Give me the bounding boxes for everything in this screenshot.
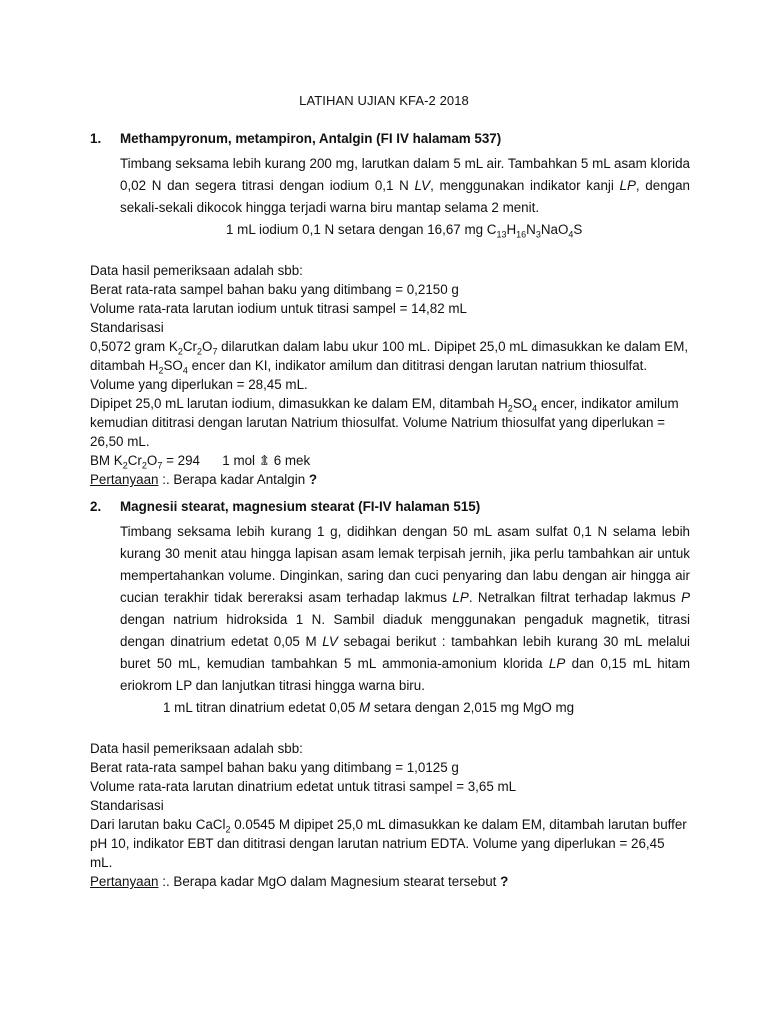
question-1-header: [90, 131, 690, 151]
question-1: [90, 131, 690, 489]
question-2-prompt: Pertanyaan :. Berapa kadar MgO dalam Magnesium stearat tersebut ?: [90, 874, 509, 889]
question-2: [90, 499, 690, 891]
document-title: LATIHAN UJIAN KFA-2 2018: [299, 93, 469, 108]
question-1-data: [90, 261, 690, 489]
question-1-procedure: Timbang seksama lebih kurang 200 mg, larutkan dalam 5 mL air. Tambahkan 5 mL asam klorida 0,02 N dan segera titrasi dengan iodium 0,1 N LV, menggunakan indikator kanji LP, dengan sekali-sekali dikocok hingga terjadi warna biru mantap selama 2 menit.: [120, 156, 690, 215]
standardization-step-1: 0,5072 gram $K_2Cr_2O_7$ dilarutkan dalam labu ukur 100 mL. Dipipet 25,0 mL dimasukkan ke dalam EM, ditambah $H_2SO_4$ encer dan KI, indikator amilum dan dititrasi dengan larutan natrium thiosulfat. Volume yang diperlukan = 28,45 mL.: [90, 339, 689, 392]
titration-volume: Volume rata-rata larutan dinatrium edetat untuk titrasi sampel = 3,65 mL: [90, 779, 517, 794]
question-1-equivalence: 1 mL iodium 0,1 N setara dengan 16,67 mg $C_{13}H_{16}N_3NaO_4S$: [226, 222, 583, 240]
question-1-number: 1.: [90, 131, 102, 146]
question-2-heading: Magnesii stearat, magnesium stearat (FI-IV halaman 515): [120, 499, 481, 514]
question-2-header: [90, 499, 690, 519]
standardization-label: Standarisasi: [90, 320, 164, 335]
molar-mass: BM $K_2Cr_2O_7 = 294$ 1 mol ⇭ 6 mek: [90, 453, 311, 471]
question-2-number: 2.: [90, 499, 102, 514]
question-2-procedure: Timbang seksama lebih kurang 1 g, didihkan dengan 50 mL asam sulfat 0,1 N selama lebih kurang 30 menit atau hingga lapisan asam lemak terpisah jernih, jika perlu tambahkan air untuk mempertahankan volume. Dinginkan, saring dan cuci penyaring dan labu dengan air hingga air cucian terakhir tidak bereraksi asam terhadap lakmus LP. Netralkan filtrat terhadap lakmus P dengan natrium hidroksida 1 N. Sambil diaduk menggunakan pengaduk magnetik, titrasi dengan dinatrium edetat 0,05 M LV sebagai berikut : tambahkan lebih kurang 30 mL melalui buret 50 mL, kemudian tambahkan 5 mL ammonia-amonium klorida LP dan 0,15 mL hitam eriokrom LP dan lanjutkan titrasi hingga warna biru.: [120, 524, 690, 693]
sample-weight: Berat rata-rata sampel bahan baku yang ditimbang = 0,2150 g: [90, 282, 459, 297]
data-title: Data hasil pemeriksaan adalah sbb:: [90, 741, 303, 756]
titration-volume: Volume rata-rata larutan iodium untuk titrasi sampel = 14,82 mL: [90, 301, 467, 316]
data-title: Data hasil pemeriksaan adalah sbb:: [90, 263, 303, 278]
question-1-prompt: Pertanyaan :. Berapa kadar Antalgin ?: [90, 472, 318, 487]
sample-weight: Berat rata-rata sampel bahan baku yang ditimbang = 1,0125 g: [90, 760, 459, 775]
question-2-equivalence: 1 mL titran dinatrium edetat 0,05 M setara dengan 2,015 mg MgO mg: [163, 700, 575, 715]
question-1-heading: Methampyronum, metampiron, Antalgin (FI IV halamam 537): [120, 131, 502, 146]
standardization-label: Standarisasi: [90, 798, 164, 813]
question-2-data: [90, 739, 690, 891]
standardization-step-1: Dari larutan baku CaCl$_2$ 0.0545 M dipipet 25,0 mL dimasukkan ke dalam EM, ditambah larutan buffer pH 10, indikator EBT dan dititrasi dengan larutan natrium EDTA. Volume yang diperlukan = 26,45 mL.: [90, 817, 687, 870]
standardization-step-2: Dipipet 25,0 mL larutan iodium, dimasukkan ke dalam EM, ditambah $H_2SO_4$ encer, indikator amilum kemudian dititrasi dengan larutan Natrium thiosulfat. Volume Natrium thiosulfat yang diperlukan = 26,50 mL.: [90, 396, 679, 449]
